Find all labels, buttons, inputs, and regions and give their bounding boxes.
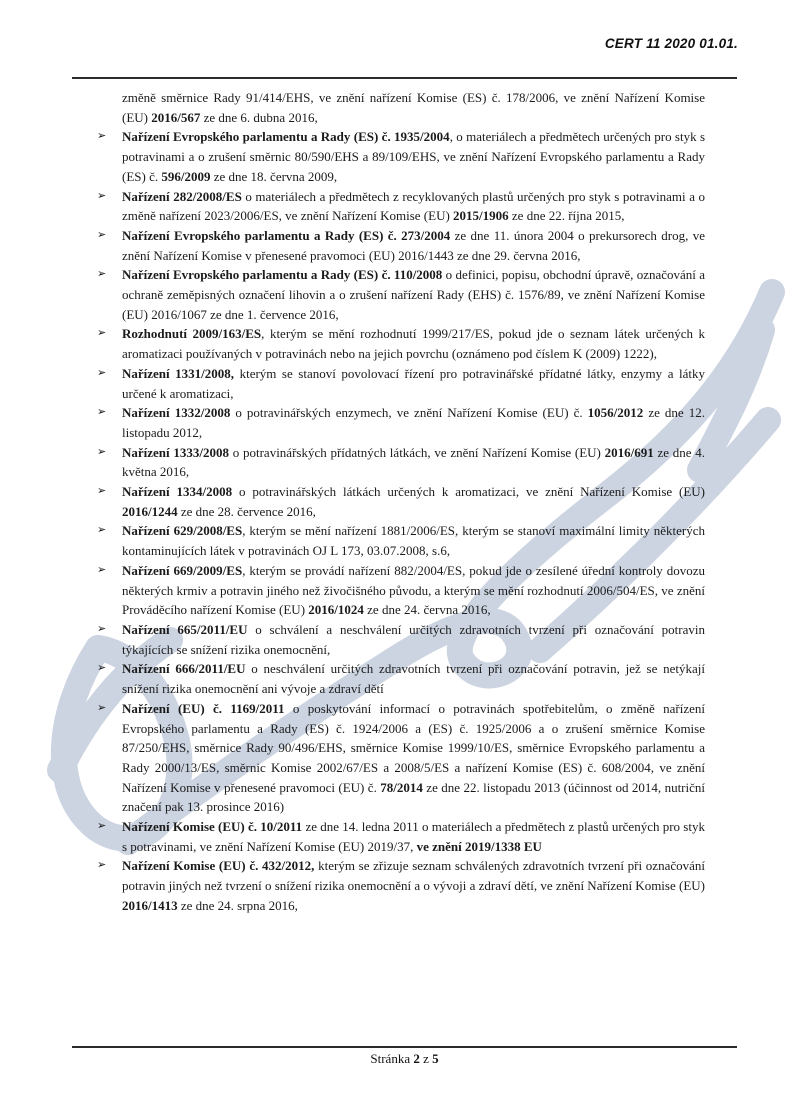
footer-prefix: Stránka xyxy=(370,1051,411,1066)
header-rule xyxy=(72,77,737,79)
footer-separator: z xyxy=(423,1051,429,1066)
arrow-bullet-icon: ➢ xyxy=(97,563,107,576)
text-run: , kterým se mění rozhodnutí 1999/217/ES, pokud jde o seznam látek určených k aromatizaci používaných v potravinách nebo na jejich povrchu (oznámeno pod číslem K (2009) 1222), xyxy=(122,326,705,362)
regulation-list xyxy=(97,127,706,915)
text-run: o potravinářských enzymech, ve znění Nařízení Komise (EU) č. xyxy=(230,405,588,421)
bold-run: 2016/1024 xyxy=(308,602,364,618)
document-body xyxy=(97,88,706,916)
regulation-item xyxy=(97,521,705,560)
text-run: kterým se zřizuje seznam schválených zdravotních tvrzení při označování potravin jiných než tvrzení o snížení rizika onemocnění a o vývoji a zdraví dětí, ve znění Nařízení Komise (EU) xyxy=(122,858,705,894)
arrow-bullet-icon: ➢ xyxy=(97,228,107,241)
text-run: o potravinářských látkách určených k aromatizaci, ve znění Nařízení Komise (EU) xyxy=(232,484,705,500)
arrow-bullet-icon: ➢ xyxy=(97,366,107,379)
regulation-item xyxy=(97,699,705,817)
arrow-bullet-icon: ➢ xyxy=(97,268,107,281)
footer-page-total: 5 xyxy=(432,1051,439,1066)
arrow-bullet-icon: ➢ xyxy=(97,622,107,635)
bold-run: Rozhodnutí 2009/163/ES xyxy=(122,326,262,342)
text-run: o definici, popisu, obchodní úpravě, označování a ochraně zeměpisných označení lihovin a o zrušení nařízení Rady (EHS) č. 1576/89, ve znění Nařízení Komise (EU) 2016/1067 ze dne 1. července 2016, xyxy=(122,267,705,322)
bold-run: Nařízení 669/2009/ES xyxy=(122,562,243,578)
bold-run: Nařízení 1333/2008 xyxy=(122,444,230,460)
regulation-item xyxy=(97,443,706,482)
text-run: ze dne 12. listopadu 2012, xyxy=(122,405,705,440)
bold-run: Nařízení Evropského parlamentu a Rady (ES) č. 1935/2004 xyxy=(122,129,450,145)
text-run: ze dne 14. ledna 2011 o materiálech a předmětech z plastů určených pro styk s potravinami, ve znění Nařízení Komise (EU) 2019/37, xyxy=(122,819,705,854)
bold-run: Nařízení Komise (EU) č. 432/2012, xyxy=(122,858,315,874)
text-run: , kterým se provádí nařízení 882/2004/ES, pokud jde o zesílené úřední kontroly dovozu některých krmiv a potravin jiného než živočišného původu, a kterým se mění rozhodnutí 2006/504/ES, ve znění Prováděcího nařízení Komise (EU) xyxy=(122,562,705,618)
bold-run: 2016/691 xyxy=(604,444,654,460)
text-run: ze dne 18. června 2009, xyxy=(210,168,338,184)
bold-run: 596/2009 xyxy=(161,168,211,184)
text-run: , o materiálech a předmětech určených pro styk s potravinami a o zrušení směrnic 80/590/EHS a 89/109/EHS, ve znění Nařízení Evropského parlamentu a Rady (ES) č. xyxy=(122,129,706,184)
regulation-item xyxy=(97,817,705,856)
regulation-item xyxy=(97,856,705,915)
bold-run: Nařízení 1334/2008 xyxy=(122,484,233,500)
bold-run: 78/2014 xyxy=(380,779,423,795)
arrow-bullet-icon: ➢ xyxy=(97,327,107,340)
regulation-item xyxy=(97,187,705,226)
footer-rule xyxy=(72,1046,737,1048)
text-run: ze dne 24. srpna 2016, xyxy=(177,897,298,913)
text-run: ze dne 28. července 2016, xyxy=(177,503,316,519)
bold-run: Nařízení 1332/2008 xyxy=(122,405,231,421)
regulation-item xyxy=(97,482,705,521)
footer-page-number: 2 xyxy=(413,1051,420,1066)
regulation-item xyxy=(97,561,705,620)
bold-run: 2016/1413 xyxy=(122,897,178,913)
intro-paragraph xyxy=(122,88,705,127)
text-run: ze dne 6. dubna 2016, xyxy=(200,109,318,125)
regulation-item xyxy=(97,265,705,324)
bold-run: Nařízení 282/2008/ES xyxy=(122,188,242,204)
bold-run: 2016/567 xyxy=(151,109,201,125)
regulation-item xyxy=(97,659,705,698)
regulation-item xyxy=(97,324,705,363)
bold-run: Nařízení (EU) č. 1169/2011 xyxy=(122,700,285,716)
regulation-item xyxy=(97,127,706,186)
regulation-item xyxy=(97,403,705,442)
bold-run: Nařízení 666/2011/EU xyxy=(122,661,246,677)
arrow-bullet-icon: ➢ xyxy=(97,445,107,458)
bold-run: ve znění 2019/1338 EU xyxy=(416,838,542,854)
bold-run: 2015/1906 xyxy=(453,208,509,224)
text-run: ze dne 22. listopadu 2013 (účinnost od 2014, nutriční značení pak 13. prosince 2016) xyxy=(122,779,705,815)
text-run: o potravinářských přídatných látkách, ve znění Nařízení Komise (EU) xyxy=(229,444,605,460)
text-run: ze dne 4. května 2016, xyxy=(122,444,706,480)
arrow-bullet-icon: ➢ xyxy=(97,406,107,419)
arrow-bullet-icon: ➢ xyxy=(97,701,107,714)
arrow-bullet-icon: ➢ xyxy=(97,189,107,202)
bold-run: Nařízení Evropského parlamentu a Rady (ES) č. 110/2008 xyxy=(122,267,443,283)
arrow-bullet-icon: ➢ xyxy=(97,485,107,498)
text-run: o poskytování informací o potravinách spotřebitelům, o změně nařízení Evropského parlamentu a Rady (ES) č. 1924/2006 a (ES) č. 1925/2006 a o zrušení směrnice Komise 87/250/EHS, směrnice Rady 90/496/EHS, směrnice Komise 1999/10/ES, směrnice Evropského parlamentu a Rady 2000/13/ES, směrnic Komise 2002/67/ES a 2008/5/ES a nařízení Komise (ES) č. 608/2004, ve znění Nařízení Komise v přenesené pravomoci (EU) č. xyxy=(122,700,705,795)
regulation-item xyxy=(97,226,705,265)
arrow-bullet-icon: ➢ xyxy=(97,130,107,143)
bold-run: 1056/2012 xyxy=(587,405,644,421)
text-run: změně směrnice Rady 91/414/EHS, ve znění nařízení Komise (ES) č. 178/2006, ve znění Nařízení Komise (EU) xyxy=(122,90,705,125)
text-run: , kterým se mění nařízení 1881/2006/ES, kterým se stanoví maximální limity některých kontaminujících látek v potravinách OJ L 173, 03.07.2008, s.6, xyxy=(122,523,705,559)
page-footer xyxy=(72,1051,737,1067)
arrow-bullet-icon: ➢ xyxy=(97,820,107,833)
text-run: ze dne 22. října 2015, xyxy=(508,208,625,224)
text-run: o materiálech a předmětech z recyklovaných plastů určených pro styk s potravinami a o změně nařízení 2023/2006/ES, ve znění Nařízení Komise (EU) xyxy=(122,188,705,224)
bold-run: Nařízení Evropského parlamentu a Rady (ES) č. 273/2004 xyxy=(122,227,451,243)
arrow-bullet-icon: ➢ xyxy=(97,859,107,872)
regulation-item xyxy=(97,620,705,659)
bold-run: Nařízení 665/2011/EU xyxy=(122,621,248,637)
bold-run: Nařízení 629/2008/ES xyxy=(122,523,243,539)
bold-run: Nařízení Komise (EU) č. 10/2011 xyxy=(122,819,303,835)
arrow-bullet-icon: ➢ xyxy=(97,524,107,537)
arrow-bullet-icon: ➢ xyxy=(97,662,107,675)
regulation-item xyxy=(97,364,705,403)
text-run: o neschválení určitých zdravotních tvrzení při označování potravin, jež se netýkají snížení rizika onemocnění ani vývoje a zdraví dětí xyxy=(122,661,705,697)
text-run: ze dne 24. června 2016, xyxy=(363,602,491,618)
document-code: CERT 11 2020 01.01. xyxy=(604,36,738,51)
bold-run: Nařízení 1331/2008, xyxy=(122,365,235,381)
bold-run: 2016/1244 xyxy=(122,503,178,519)
text-run: ze dne 11. února 2004 o prekursorech drog, ve znění Nařízení Komise v přenesené pravomoci (EU) 2016/1443 ze dne 29. června 2016, xyxy=(122,227,705,263)
text-run: o schválení a neschválení určitých zdravotních tvrzení při označování potravin týkajících se snížení rizika onemocnění, xyxy=(122,621,705,657)
text-run: kterým se stanoví povolovací řízení pro potravinářské přídatné látky, enzymy a látky určené k aromatizaci, xyxy=(122,365,705,401)
